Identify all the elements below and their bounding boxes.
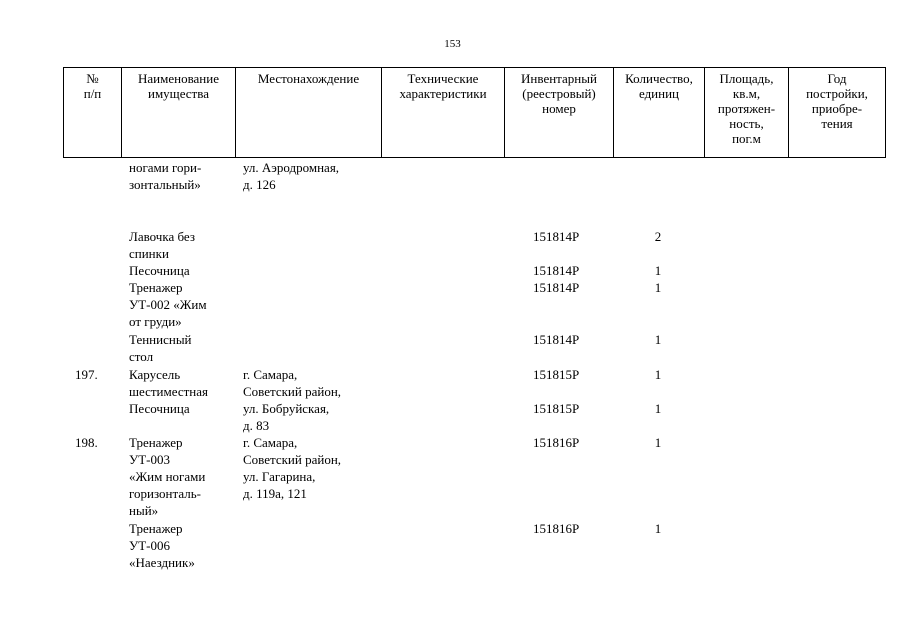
cell-name: Тренажер УТ-003 «Жим ногами горизонталь- ный» <box>129 435 206 518</box>
cell-quantity: 1 <box>654 263 662 278</box>
cell-name: Карусель шестиместная <box>129 367 208 399</box>
cell-quantity: 1 <box>654 367 662 382</box>
cell-num: 197. <box>75 367 98 382</box>
cell-quantity: 1 <box>654 401 662 416</box>
header-tech: Технические характеристики <box>381 68 504 157</box>
header-inventory: Инвентарный (реестровый) номер <box>504 68 613 157</box>
cell-name: Лавочка без спинки <box>129 229 195 261</box>
cell-inventory: 151815Р <box>533 367 580 382</box>
cell-name: Тренажер УТ-002 «Жим от груди» <box>129 280 207 329</box>
cell-inventory: 151814Р <box>533 229 580 244</box>
cell-inventory: 151814Р <box>533 280 580 295</box>
cell-name: Теннисный стол <box>129 332 192 364</box>
cell-name: Песочница <box>129 401 190 416</box>
cell-num: 198. <box>75 435 98 450</box>
cell-name: Песочница <box>129 263 190 278</box>
header-location: Местонахождение <box>235 68 381 157</box>
cell-location: ул. Аэродромная, д. 126 <box>243 160 340 192</box>
cell-name: ногами гори- зонтальный» <box>129 160 202 192</box>
cell-inventory: 151815Р <box>533 401 580 416</box>
cell-quantity: 1 <box>654 435 662 450</box>
cell-inventory: 151814Р <box>533 332 580 347</box>
page-number: 153 <box>444 38 461 50</box>
cell-name: Тренажер УТ-006 «Наездник» <box>129 521 195 570</box>
property-table <box>63 67 886 570</box>
cell-inventory: 151816Р <box>533 521 580 536</box>
header-num: № п/п <box>63 68 121 157</box>
cell-location: ул. Бобруйская, д. 83 <box>243 401 330 433</box>
header-quantity: Количество, единиц <box>613 68 704 157</box>
header-year: Год постройки, приобре- тения <box>788 68 886 157</box>
cell-quantity: 1 <box>654 521 662 536</box>
cell-quantity: 2 <box>654 229 662 244</box>
header-area: Площадь, кв.м, протяжен- ность, пог.м <box>704 68 788 157</box>
cell-location: г. Самара, Советский район, ул. Гагарина, д. 119а, 121 <box>243 435 342 501</box>
header-name: Наименование имущества <box>121 68 235 157</box>
cell-quantity: 1 <box>654 280 662 295</box>
cell-inventory: 151814Р <box>533 263 580 278</box>
cell-location: г. Самара, Советский район, <box>243 367 342 399</box>
table-header <box>63 67 886 158</box>
cell-inventory: 151816Р <box>533 435 580 450</box>
cell-quantity: 1 <box>654 332 662 347</box>
